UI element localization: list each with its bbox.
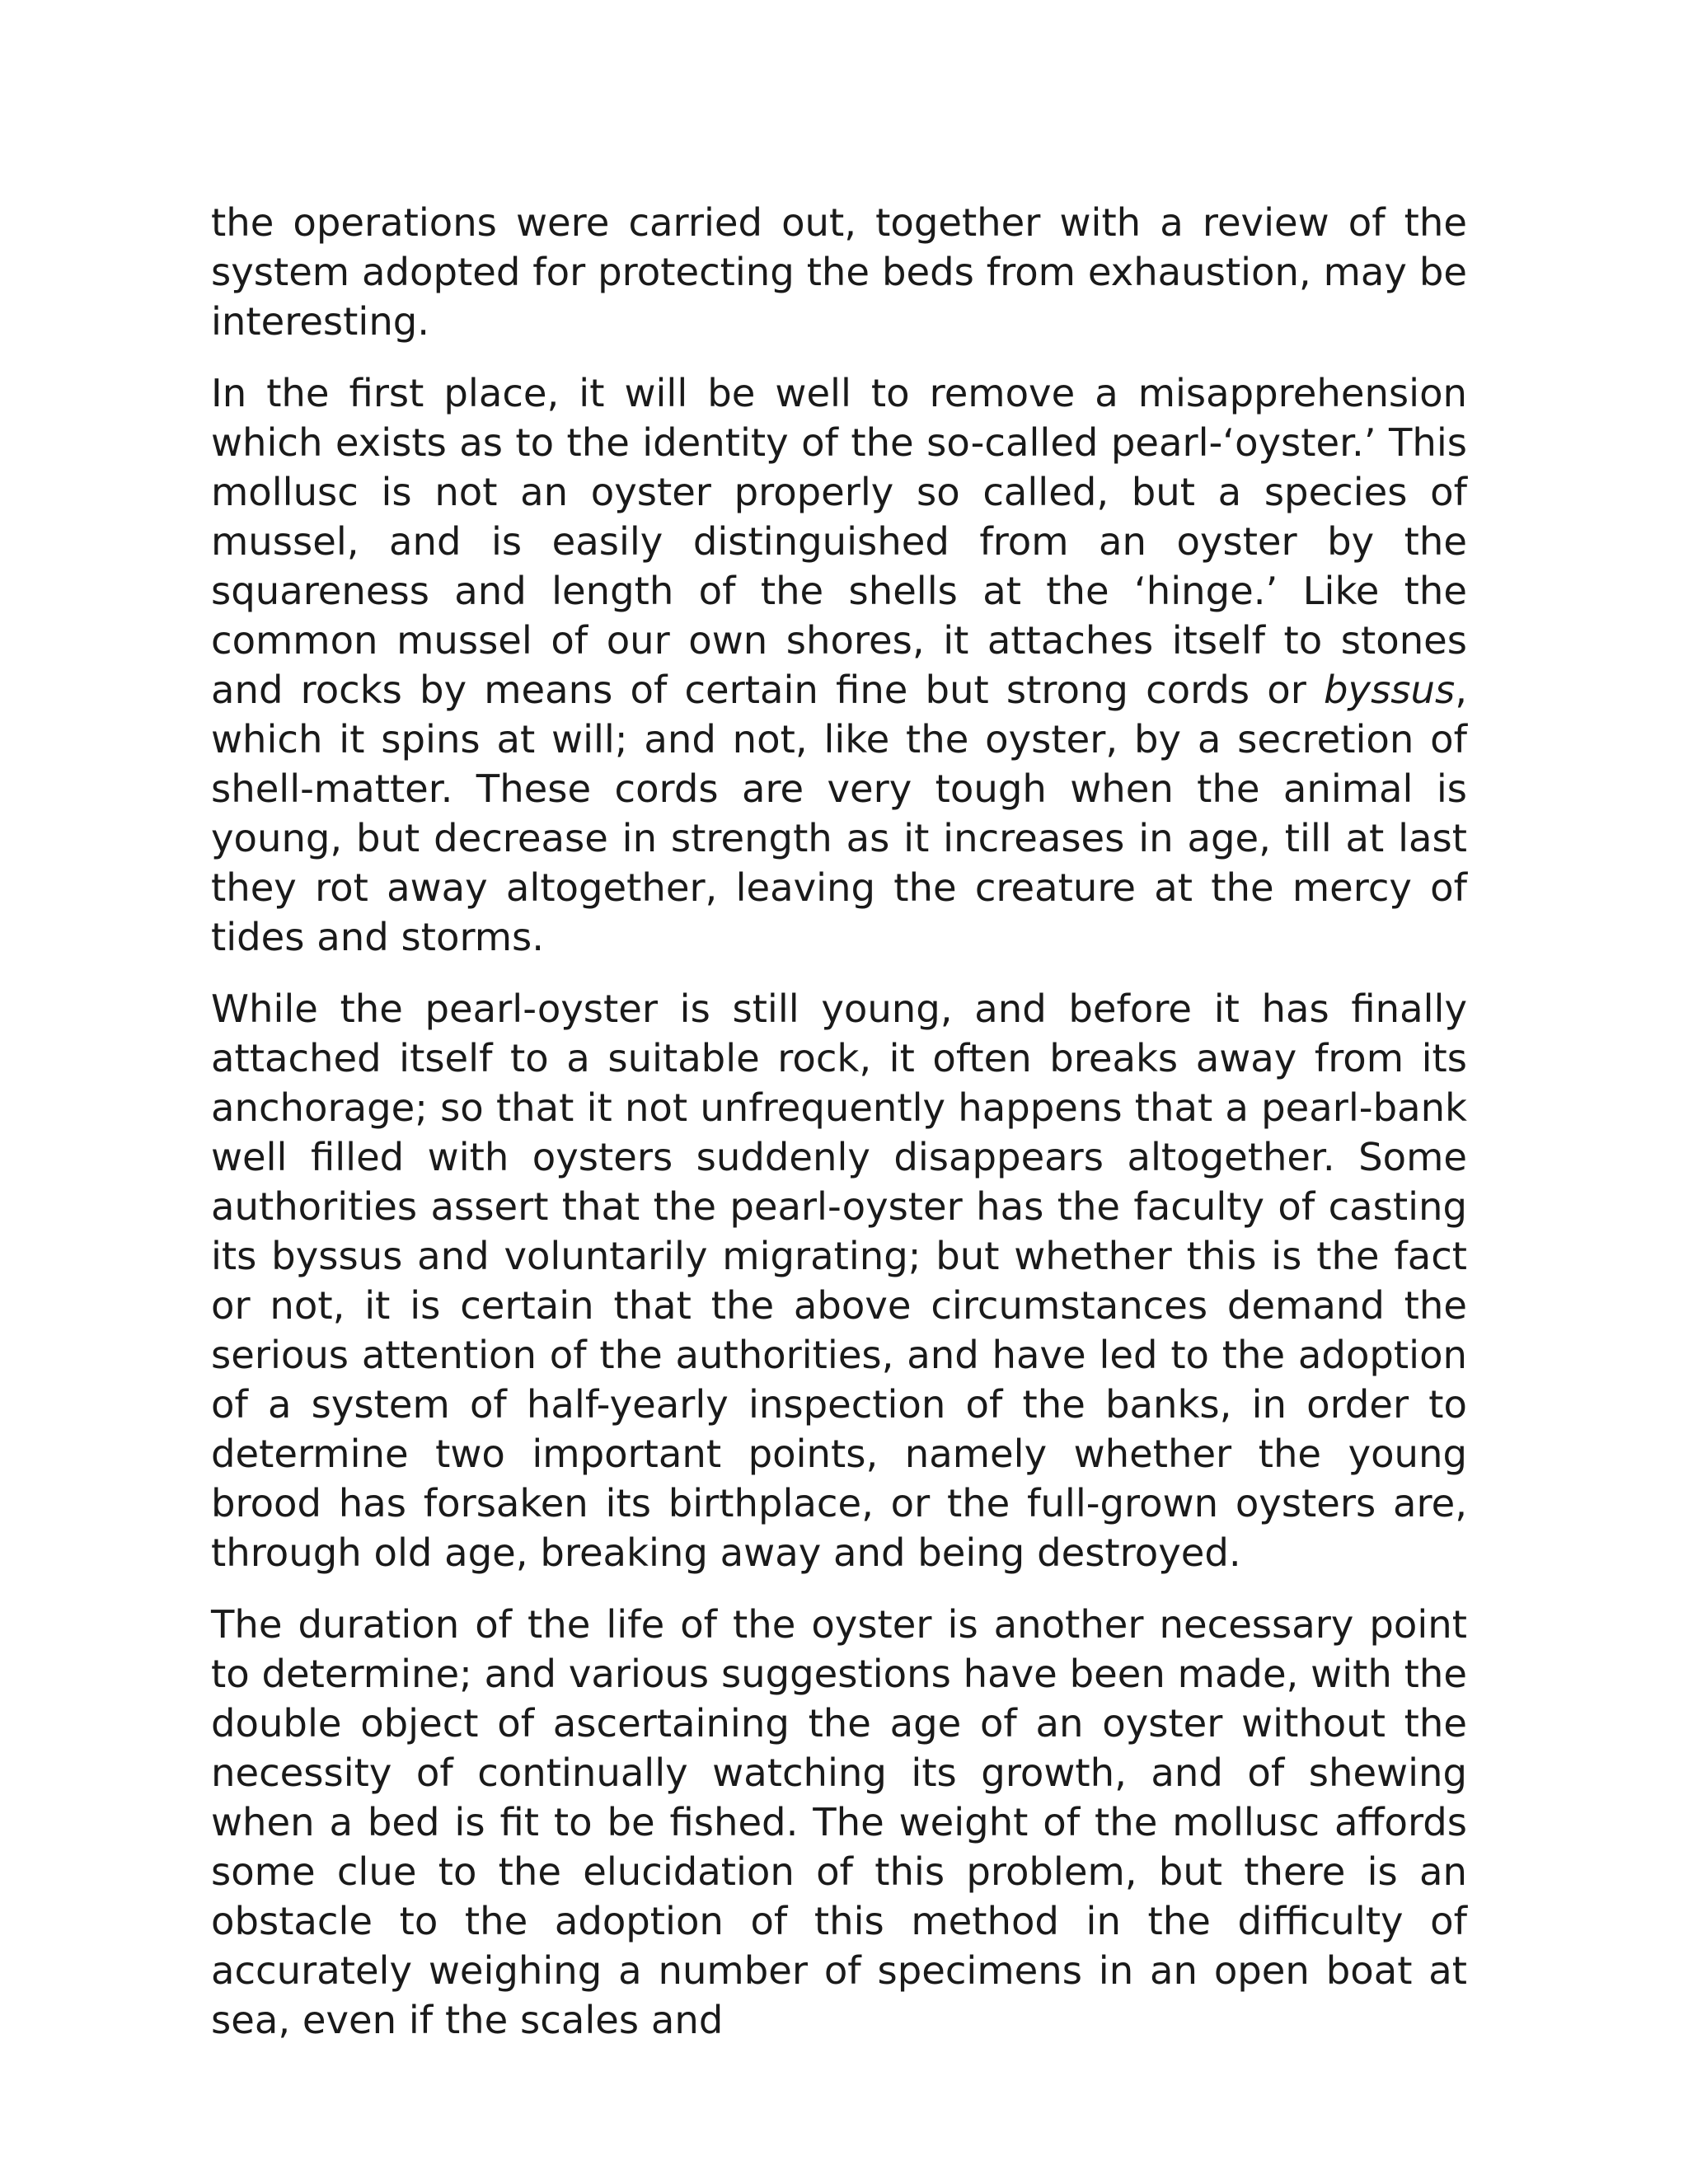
paragraph-3: While the pearl-oyster is still young, and before it has finally attached itself to a suitable rock, it often breaks away from its anchorage; so that it not unfrequently happens that a pearl-bank well filled with oysters suddenly disappears altogether. Some authorities assert that the pearl-oyster has the faculty of casting its byssus and voluntarily migrating; but whether this is the fact or not, it is certain that the above circumstances demand the serious attention of the authorities, and have led to the adoption of a system of half-yearly inspection of the banks, in order to determine two important points, namely whether the young brood has forsaken its birthplace, or the full-grown oysters are, through old age, breaking away and being destroyed. [211, 987, 1467, 1575]
paragraph-2-text-before: In the first place, it will be well to remove a misapprehension which exists as to the identity of the so-called pearl-‘oyster.’ This mollusc is not an oyster properly so called, but a species of mussel, and is easily distinguished from an oyster by the squareness and length of the shells at the ‘hinge.’ Like the common mussel of our own shores, it attaches itself to stones and rocks by means of certain fine but strong cords or [211, 371, 1467, 712]
paragraph-2-text-after: , which it spins at will; and not, like the oyster, by a secretion of shell-matter. These cords are very tough when the animal is young, but decrease in strength as it increases in age, till at last they rot away altogether, leaving the creature at the mercy of tides and storms. [211, 668, 1467, 959]
paragraph-4: The duration of the life of the oyster is another necessary point to determine; and various suggestions have been made, with the double object of ascertaining the age of an oyster without the necessity of continually watching its growth, and of shewing when a bed is fit to be fished. The weight of the mollusc affords some clue to the elucidation of this problem, but there is an obstacle to the adoption of this method in the difficulty of accurately weighing a number of specimens in an open boat at sea, even if the scales and [211, 1602, 1467, 2042]
paragraph-2 [211, 368, 1467, 962]
paragraph-1: the operations were carried out, together with a review of the system adopted for protecting the beds from exhaustion, may be interesting. [211, 200, 1467, 344]
document-page [211, 198, 1467, 2045]
italic-term-byssus: byssus [1324, 668, 1456, 712]
